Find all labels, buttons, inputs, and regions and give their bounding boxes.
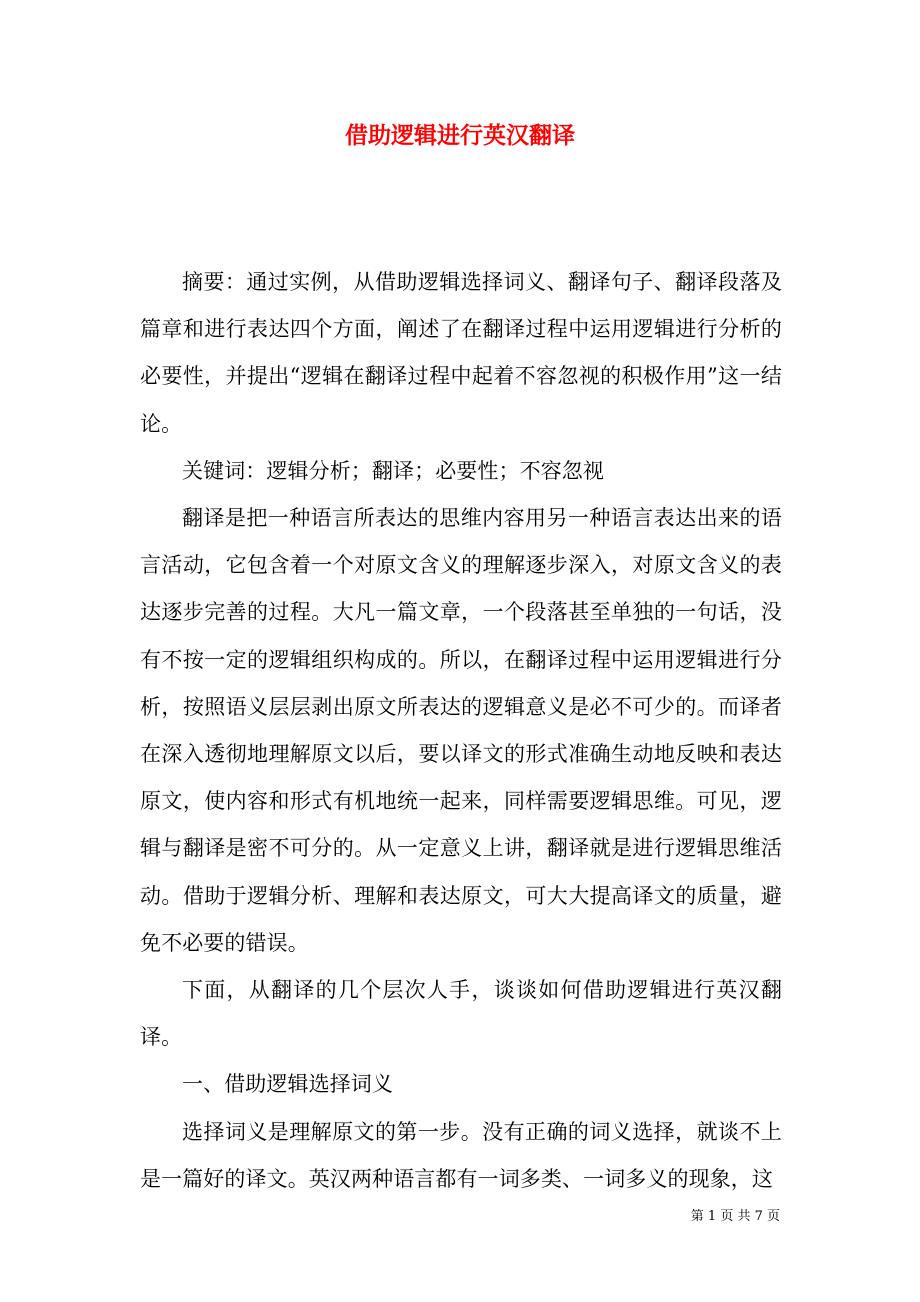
section-heading: 一、借助逻辑选择词义	[182, 1072, 393, 1097]
document-body	[140, 259, 782, 1203]
abstract-paragraph: 摘要：通过实例，从借助逻辑选择词义、翻译句子、翻译段落及篇章和进行表达四个方面，阐述了在翻译过程中运用逻辑进行分析的必要性，并提出“逻辑在翻译过程中起着不容忽视的积极作用”这一结论。	[140, 270, 782, 436]
section-paragraph: 选择词义是理解原文的第一步。没有正确的词义选择，就谈不上是一篇好的译文。英汉两种语言都有一词多类、一词多义的现象，这	[140, 1119, 782, 1191]
document-title: 借助逻辑进行英汉翻译	[345, 122, 575, 149]
transition-paragraph: 下面，从翻译的几个层次人手，谈谈如何借助逻辑进行英汉翻译。	[140, 978, 782, 1050]
page-number-footer: 第 1 页 共 7 页	[690, 1209, 780, 1224]
intro-paragraph: 翻译是把一种语言所表达的思维内容用另一种语言表达出来的语言活动，它包含着一个对原文含义的理解逐步深入，对原文含义的表达逐步完善的过程。大凡一篇文章，一个段落甚至单独的一句话，没有不按一定的逻辑组织构成的。所以，在翻译过程中运用逻辑进行分析，按照语义层层剥出原文所表达的逻辑意义是必不可少的。而译者在深入透彻地理解原文以后，要以译文的形式准确生动地反映和表达原文，使内容和形式有机地统一起来，同样需要逻辑思维。可见，逻辑与翻译是密不可分的。从一定意义上讲，翻译就是进行逻辑思维活动。借助于逻辑分析、理解和表达原文，可大大提高译文的质量，避免不必要的错误。	[140, 506, 782, 955]
keywords-paragraph: 关键词：逻辑分析；翻译；必要性；不容忽视	[182, 458, 604, 483]
